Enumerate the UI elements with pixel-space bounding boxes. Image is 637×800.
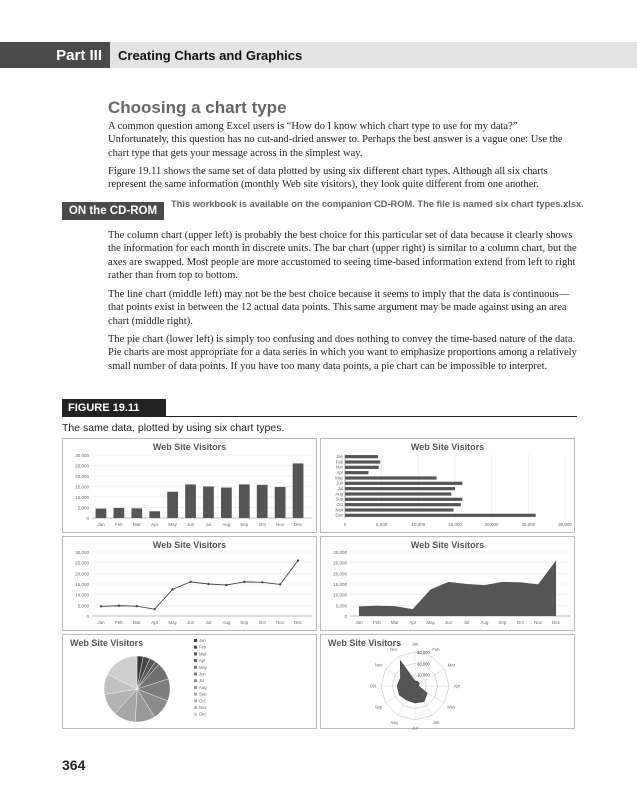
cd-rom-note: This workbook is available on the companion CD-ROM. The file is named six chart types.xlsx.: [171, 199, 584, 209]
y-tick-label: 20,000: [75, 571, 89, 577]
radar-category-label: Sep: [374, 704, 383, 710]
y-tick-label: Sep: [335, 496, 343, 502]
y-tick-label: 25,000: [333, 560, 347, 566]
legend-swatch: [194, 693, 197, 696]
horizontal-bar: [345, 508, 454, 511]
y-tick-label: 15,000: [75, 484, 89, 490]
radar-tick-label: 20,000: [417, 661, 430, 667]
legend-swatch: [194, 666, 197, 669]
horizontal-bar: [345, 514, 536, 517]
legend-entry: Jan: [199, 638, 206, 643]
legend-swatch: [194, 652, 197, 655]
x-tick-label: Aug: [480, 620, 489, 625]
legend-entry: Nov: [199, 705, 207, 710]
legend-swatch: [194, 639, 197, 642]
column-bar: [275, 487, 286, 518]
x-tick-label: May: [168, 620, 177, 625]
x-tick-label: Mar: [132, 522, 141, 527]
page-number: 364: [62, 757, 86, 773]
horizontal-bar: [345, 498, 462, 501]
six-charts-figure: [62, 438, 577, 738]
column-bar: [149, 511, 160, 518]
horizontal-bar: [345, 492, 451, 495]
chart-title: Web Site Visitors: [152, 442, 227, 452]
legend-swatch: [194, 686, 197, 689]
line-point: [279, 583, 281, 585]
y-tick-label: 0: [344, 614, 347, 619]
figure-caption: The same data, plotted by using six chart types.: [62, 422, 285, 434]
paragraph-3: The column chart (upper left) is probably the best choice for this particular set of data because it clearly shows the information for each month in discrete units. The bar chart (upper right) is similar to a column chart, but the axes are swapped. Most people are more accustomed to seeing time-based information extend from left to right rather than from top to bottom.: [108, 230, 577, 281]
x-tick-label: 20,000: [484, 522, 499, 527]
line-point: [207, 583, 209, 585]
line-point: [243, 581, 245, 583]
column-bar: [293, 463, 304, 518]
x-tick-label: Sep: [498, 620, 507, 625]
legend-entry: May: [199, 664, 207, 670]
line-point: [154, 608, 156, 610]
legend-swatch: [194, 659, 197, 662]
x-tick-label: May: [168, 522, 177, 527]
x-tick-label: 15,000: [448, 522, 462, 527]
legend-swatch: [194, 673, 197, 676]
column-chart: [63, 439, 317, 533]
paragraph-2: Figure 19.11 shows the same set of data plotted by using six different chart types. Although all six charts represent the same information (monthly Web site visitors), they look quite different from one another.: [108, 166, 548, 191]
x-tick-label: Jul: [205, 522, 212, 527]
y-tick-label: Dec: [335, 512, 343, 518]
x-tick-label: 5,000: [376, 522, 388, 527]
y-tick-label: 30,000: [75, 453, 89, 458]
horizontal-bar: [345, 466, 379, 469]
y-tick-label: 15,000: [75, 582, 89, 587]
column-bar: [203, 487, 214, 519]
x-tick-label: Jul: [205, 620, 212, 625]
y-tick-label: Nov: [335, 507, 343, 513]
legend-swatch: [194, 679, 197, 682]
column-bar: [167, 492, 178, 518]
radar-tick-label: 30,000: [417, 650, 430, 655]
y-tick-label: 30,000: [333, 550, 347, 555]
x-tick-label: Feb: [372, 620, 381, 625]
line-chart: [63, 537, 317, 631]
figure-rule: [62, 416, 577, 417]
x-tick-label: Jun: [186, 620, 195, 625]
x-tick-label: Jul: [463, 620, 470, 625]
x-tick-label: Jan: [355, 620, 363, 625]
bar-chart: [321, 439, 575, 533]
radar-category-label: Dec: [390, 647, 398, 653]
chapter-header: Creating Charts and Graphics: [110, 42, 637, 68]
legend-entry: Mar: [199, 651, 207, 657]
radar-category-label: Feb: [432, 647, 440, 653]
x-tick-label: Feb: [114, 522, 123, 527]
y-tick-label: Jan: [336, 454, 343, 459]
radar-category-label: Mar: [447, 662, 455, 668]
legend-entry: Apr: [199, 658, 206, 664]
y-tick-label: 15,000: [333, 582, 347, 587]
legend-swatch: [194, 706, 197, 709]
y-tick-label: Feb: [335, 459, 343, 465]
x-tick-label: Feb: [114, 620, 123, 625]
y-tick-label: Aug: [335, 491, 343, 497]
line-point: [118, 605, 120, 607]
radar-chart: [321, 635, 575, 731]
x-tick-label: 0: [343, 522, 347, 527]
legend-entry: Jun: [199, 671, 206, 677]
x-tick-label: Nov: [276, 522, 285, 527]
y-tick-label: May: [335, 475, 343, 481]
x-tick-label: Aug: [222, 522, 231, 527]
chart-title: Web Site Visitors: [70, 638, 144, 648]
y-tick-label: 30,000: [75, 550, 89, 555]
line-point: [261, 581, 263, 583]
x-tick-label: May: [426, 620, 435, 625]
y-tick-label: 25,000: [75, 560, 89, 566]
legend-swatch: [194, 646, 197, 649]
y-tick-label: Jun: [336, 480, 343, 486]
y-tick-label: 0: [86, 516, 89, 521]
pie-chart: [63, 635, 317, 729]
paragraph-5: The pie chart (lower left) is simply too confusing and does nothing to convey the time-based nature of the data. Pie charts are most appropriate for a data series in which you want to emphasize proportions among a relatively small number of data points. If you have too many data points, a pie chart can be impossible to interpret.: [108, 334, 577, 372]
x-tick-label: Apr: [409, 620, 417, 625]
x-tick-label: Nov: [276, 620, 285, 625]
radar-category-label: Nov: [374, 662, 383, 668]
x-tick-label: Mar: [132, 620, 141, 625]
y-tick-label: 5,000: [335, 603, 347, 609]
line-point: [189, 581, 191, 583]
chart-title: Web Site Visitors: [152, 540, 227, 550]
y-tick-label: 10,000: [75, 495, 89, 500]
y-tick-label: 10,000: [75, 592, 89, 598]
y-tick-label: 20,000: [75, 474, 89, 479]
radar-category-label: Jan: [411, 641, 419, 647]
chart-title: Web Site Visitors: [410, 540, 485, 550]
x-tick-label: Jan: [97, 620, 105, 625]
line-point: [225, 584, 227, 586]
x-tick-label: Jun: [186, 522, 195, 527]
horizontal-bar: [345, 482, 462, 485]
paragraph-1: A common question among Excel users is “How do I know which chart type to use for my data?” Unfortunately, this question has no cut-and-dried answer to. Perhaps the best answer is a vague one: Use the chart type that gets your message across in the simplest way.: [108, 121, 563, 159]
line-point: [171, 588, 173, 590]
x-tick-label: Apr: [151, 522, 159, 527]
x-tick-label: Jan: [97, 522, 105, 527]
radar-category-label: Jun: [432, 719, 440, 725]
x-tick-label: 25,000: [521, 522, 536, 527]
y-tick-label: Oct: [336, 502, 343, 507]
column-bar: [239, 484, 250, 518]
x-tick-label: Dec: [552, 620, 561, 625]
legend-swatch: [194, 699, 197, 702]
line-point: [297, 559, 299, 561]
y-tick-label: 20,000: [333, 571, 347, 577]
y-tick-label: 0: [86, 614, 89, 619]
y-tick-label: Apr: [336, 470, 343, 475]
x-tick-label: Dec: [294, 522, 303, 527]
legend-entry: Jul: [199, 678, 205, 684]
figure-label: FIGURE 19.11: [62, 399, 166, 417]
x-tick-label: Sep: [240, 620, 249, 625]
x-tick-label: Jun: [444, 620, 453, 625]
horizontal-bar: [345, 471, 368, 474]
chart-frame: [321, 635, 575, 729]
x-tick-label: Oct: [258, 522, 266, 527]
x-tick-label: Aug: [222, 620, 231, 625]
column-bar: [114, 508, 125, 518]
column-bar: [257, 485, 268, 518]
chart-title: Web Site Visitors: [410, 442, 485, 452]
x-tick-label: Nov: [534, 620, 543, 625]
column-bar: [96, 509, 107, 518]
y-tick-label: 5,000: [77, 505, 89, 511]
y-tick-label: Mar: [335, 464, 343, 470]
radar-category-label: Apr: [453, 683, 461, 689]
column-bar: [221, 488, 232, 518]
radar-category-label: Jul: [412, 725, 418, 731]
line-point: [100, 605, 102, 607]
chart-frame: [63, 635, 317, 729]
chart-title: Web Site Visitors: [328, 638, 402, 648]
y-tick-label: 5,000: [77, 603, 89, 609]
legend-entry: Feb: [199, 644, 207, 650]
x-tick-label: Apr: [151, 620, 159, 625]
radar-category-label: May: [447, 704, 456, 710]
chart-frame: [63, 537, 317, 631]
x-tick-label: Sep: [240, 522, 249, 527]
legend-entry: Oct: [199, 698, 206, 704]
chart-frame: [321, 439, 575, 533]
line-point: [136, 605, 138, 607]
y-tick-label: Jul: [337, 486, 343, 491]
legend-entry: Dec: [199, 711, 207, 717]
column-bar: [185, 484, 196, 518]
legend-swatch: [194, 713, 197, 716]
x-tick-label: Oct: [516, 620, 524, 625]
area-chart: [321, 537, 575, 631]
radar-category-label: Oct: [369, 683, 377, 689]
horizontal-bar: [345, 487, 455, 490]
legend-entry: Aug: [199, 684, 207, 690]
x-tick-label: 10,000: [411, 522, 426, 527]
radar-tick-label: 10,000: [417, 672, 430, 678]
column-bar: [131, 508, 142, 518]
x-tick-label: Dec: [294, 620, 303, 625]
horizontal-bar: [345, 455, 378, 458]
x-tick-label: 30,000: [558, 522, 572, 527]
y-tick-label: 10,000: [333, 592, 347, 598]
x-tick-label: Oct: [258, 620, 266, 625]
paragraph-4: The line chart (middle left) may not be the best choice because it seems to imply that the data is continuous—that points exist in between the 12 actual data points. This same argument may be made against using an area chart (middle right).: [108, 289, 570, 327]
section-title: Choosing a chart type: [108, 98, 287, 117]
horizontal-bar: [345, 503, 461, 506]
cd-rom-badge: ON the CD-ROM: [62, 202, 164, 220]
horizontal-bar: [345, 476, 437, 479]
legend-entry: Sep: [199, 691, 207, 697]
y-tick-label: 25,000: [75, 463, 89, 469]
radar-category-label: Aug: [390, 719, 398, 725]
horizontal-bar: [345, 460, 380, 463]
x-tick-label: Mar: [390, 620, 399, 625]
part-label: Part III: [0, 42, 110, 68]
